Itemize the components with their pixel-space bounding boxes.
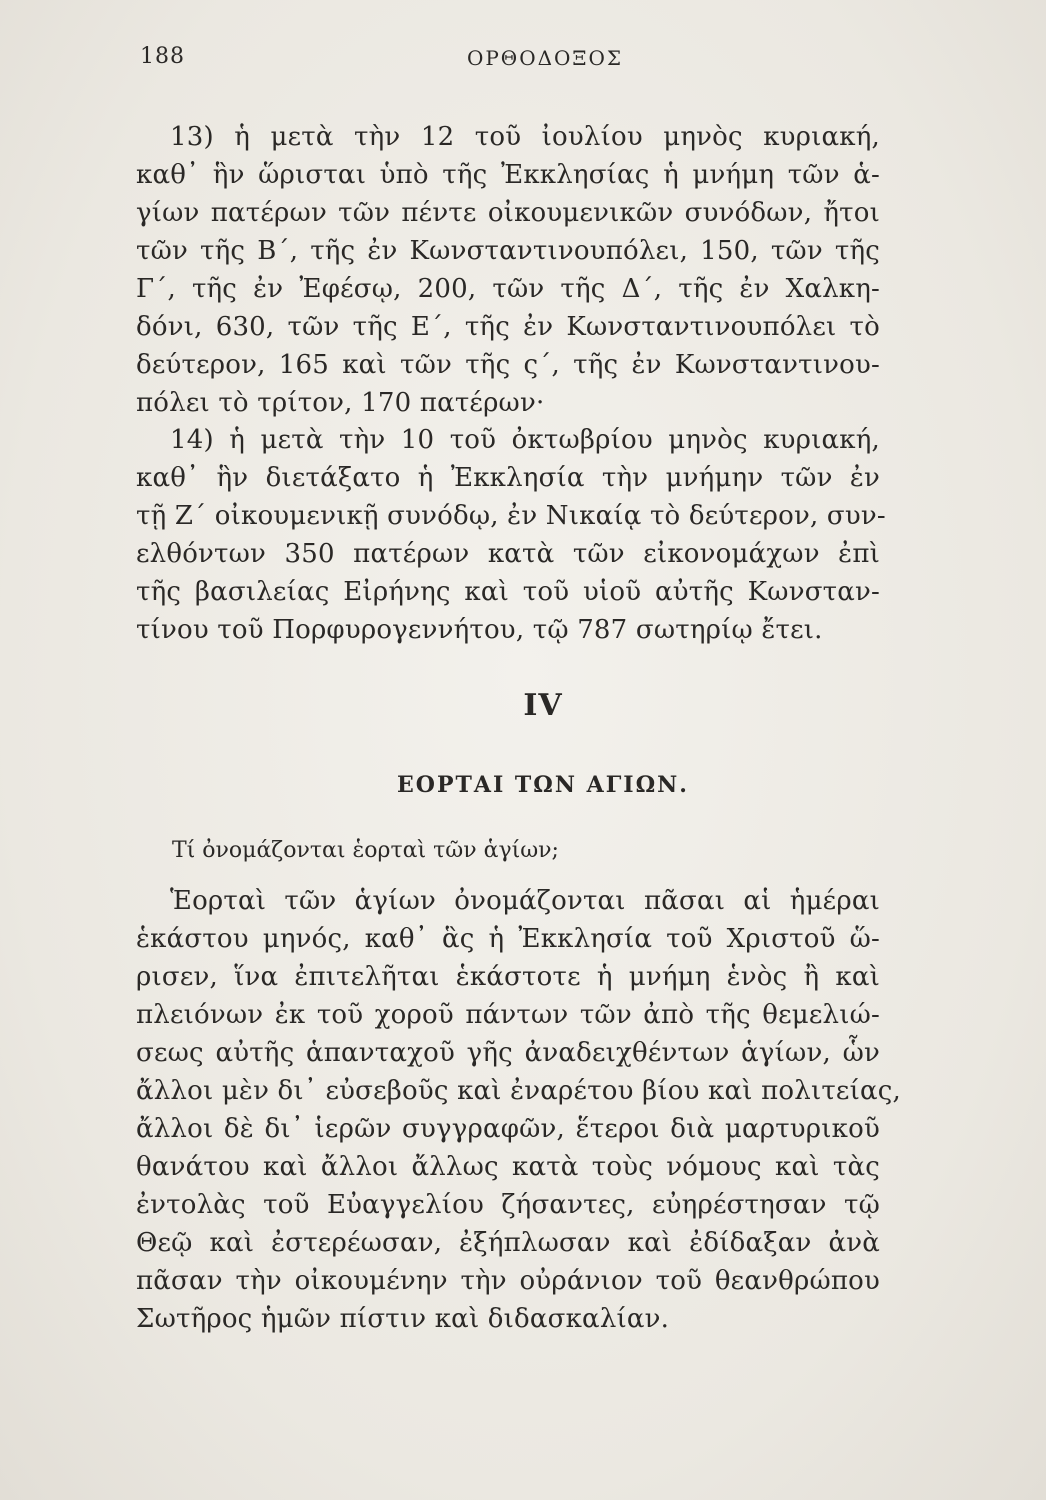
text-line: 13) ἡ μετὰ τὴν 12 τοῦ ἰουλίου μηνὸς κυριακή, — [170, 122, 880, 152]
page-number: 188 — [140, 44, 185, 69]
text-line: ελθόντων 350 πατέρων κατὰ τῶν εἰκονομάχων ἐπὶ — [136, 539, 880, 569]
answer-paragraph — [136, 882, 901, 1338]
paragraph-14 — [136, 421, 886, 649]
question-text: Τί ὀνομάζονται ἑορταὶ τῶν ἁγίων; — [172, 838, 559, 863]
text-line: καθ᾽ ἣν διετάξατο ἡ Ἐκκλησία τὴν μνήμην τῶν ἐν — [136, 463, 880, 493]
text-line: Σωτῆρος ἡμῶν πίστιν καὶ διδασκαλίαν. — [136, 1304, 670, 1334]
text-line: Γ´, τῆς ἐν Ἐφέσῳ, 200, τῶν τῆς Δ´, τῆς ἐν Χαλκη- — [136, 274, 880, 304]
paragraph-13 — [136, 118, 880, 422]
section-numeral: IV — [523, 688, 563, 723]
text-line: ἑκάστου μηνός, καθ᾽ ἃς ἡ Ἐκκλησία τοῦ Χριστοῦ ὥ- — [136, 924, 880, 954]
text-line: πλειόνων ἐκ τοῦ χοροῦ πάντων τῶν ἀπὸ τῆς θεμελιώ- — [136, 1000, 880, 1030]
text-line: ρισεν, ἵνα ἐπιτελῆται ἑκάστοτε ἡ μνήμη ἑνὸς ἢ καὶ — [136, 962, 880, 992]
text-line: σεως αὐτῆς ἁπανταχοῦ γῆς ἀναδειχθέντων ἁγίων, ὧν — [136, 1038, 880, 1068]
text-line: τῇ Ζ´ οἰκουμενικῇ συνόδῳ, ἐν Νικαίᾳ τὸ δεύτερον, συν- — [136, 501, 886, 531]
text-line: γίων πατέρων τῶν πέντε οἰκουμενικῶν συνόδων, ἤτοι — [136, 198, 880, 228]
text-line: δόνι, 630, τῶν τῆς Ε´, τῆς ἐν Κωνσταντινουπόλει τὸ — [136, 312, 880, 342]
text-line: ἐντολὰς τοῦ Εὐαγγελίου ζήσαντες, εὐηρέστησαν τῷ — [136, 1190, 880, 1220]
text-line: Ἑορταὶ τῶν ἁγίων ὀνομάζονται πᾶσαι αἱ ἡμέραι — [170, 886, 880, 916]
text-line: ἄλλοι μὲν δι᾽ εὐσεβοῦς καὶ ἐναρέτου βίου καὶ πολιτείας, — [136, 1076, 901, 1106]
text-line: τῶν τῆς Β´, τῆς ἐν Κωνσταντινουπόλει, 150, τῶν τῆς — [136, 236, 880, 266]
text-line: καθ᾽ ἣν ὥρισται ὑπὸ τῆς Ἐκκλησίας ἡ μνήμη τῶν ἁ- — [136, 160, 880, 190]
text-line: πόλει τὸ τρίτον, 170 πατέρων· — [136, 388, 545, 418]
text-line: Θεῷ καὶ ἐστερέωσαν, ἐξήπλωσαν καὶ ἐδίδαξαν ἀνὰ — [136, 1228, 880, 1258]
text-line: τῆς βασιλείας Εἰρήνης καὶ τοῦ υἱοῦ αὐτῆς Κωνσταν- — [136, 577, 880, 607]
text-line: θανάτου καὶ ἄλλοι ἄλλως κατὰ τοὺς νόμους καὶ τὰς — [136, 1152, 880, 1182]
text-line: δεύτερον, 165 καὶ τῶν τῆς ς´, τῆς ἐν Κωνσταντινου- — [136, 350, 880, 380]
section-title: ΕΟΡΤΑΙ ΤΩΝ ΑΓΙΩΝ. — [397, 772, 689, 798]
text-line: τίνου τοῦ Πορφυρογεννήτου, τῷ 787 σωτηρίῳ ἔτει. — [136, 615, 823, 645]
page-header — [140, 44, 880, 74]
text-line: πᾶσαν τὴν οἰκουμένην τὴν οὐράνιον τοῦ θεανθρώπου — [136, 1266, 880, 1296]
text-line: ἄλλοι δὲ δι᾽ ἱερῶν συγγραφῶν, ἕτεροι διὰ μαρτυρικοῦ — [136, 1114, 880, 1144]
text-line: 14) ἡ μετὰ τὴν 10 τοῦ ὀκτωβρίου μηνὸς κυριακή, — [170, 425, 880, 455]
running-title: ΟΡΘΟΔΟΞΟΣ — [466, 46, 624, 70]
